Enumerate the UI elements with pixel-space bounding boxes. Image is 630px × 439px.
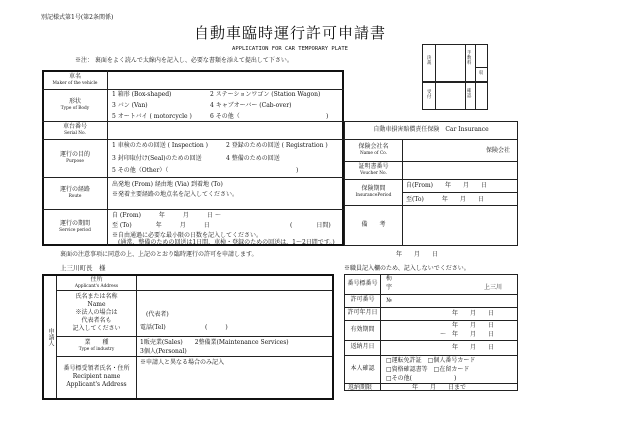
- stamp-label: 確認: [467, 89, 472, 100]
- body-option-3[interactable]: 3 バン (Van): [112, 102, 148, 109]
- applicant-representative[interactable]: (代表者): [146, 311, 169, 318]
- valid-period-to: 〜 年 月 日: [440, 331, 495, 338]
- page-title: 自動車臨時運行許可申請書: [193, 24, 386, 42]
- valid-period-from: 年 月 日: [452, 322, 495, 329]
- body-option-2[interactable]: 2 ステーションワゴン (Station Wagon): [210, 91, 321, 98]
- body-option-6[interactable]: 6 その他（: [210, 113, 240, 120]
- identity-option-3[interactable]: □その他( ): [386, 375, 457, 382]
- vehicle-name-label: 車名 Maker of the vehicle: [52, 73, 98, 87]
- recipient-note: ※申請人と異なる場合のみ記入: [140, 359, 225, 366]
- body-type-label: 形状 Type of Body: [60, 98, 90, 112]
- stamp-box-reception: [422, 82, 488, 110]
- identity-label: 本人確認: [350, 364, 375, 372]
- plate-value-2: 宇: [386, 284, 393, 291]
- route-heading: 出発地 (From) 経由地 (Via) 到着地 (To): [112, 181, 223, 188]
- serial-field[interactable]: [108, 121, 342, 139]
- form-id: 別記様式第1号(第2条関係): [41, 14, 114, 21]
- instruction-note: ※注： 裏面をよく読んで太線内を記入し、必要な書類を添えて提出して下さい。: [75, 57, 293, 64]
- purpose-label: 運行の目的 Purpose: [59, 151, 90, 165]
- insurance-period-label: 保険期間 InsurancePeriod: [355, 185, 392, 199]
- office-note: ※職員記入欄のため、記入しないでください。: [344, 265, 470, 272]
- insurance-company-label: 保険会社名 Name of Co.: [358, 143, 389, 157]
- serial-label: 車台番号 Serial No.: [62, 123, 87, 137]
- body-option-1[interactable]: 1 箱形 (Box-shaped): [112, 91, 172, 98]
- period-label: 運行の期間 Service period: [59, 220, 91, 234]
- plate-label: 番号標番号: [347, 279, 378, 287]
- route-label: 運行の経路 Route: [59, 186, 90, 200]
- remarks-label: 備 考: [361, 221, 386, 229]
- purpose-option-5[interactable]: 5 その他（Other）（: [112, 167, 169, 174]
- return-date-value: 年 月 日: [452, 344, 495, 351]
- period-to[interactable]: 至 (To) 年 月 日: [112, 222, 210, 229]
- applicant-tel-field[interactable]: ( ): [205, 324, 228, 331]
- vehicle-name-field[interactable]: [108, 71, 342, 89]
- stamp-label: 収: [479, 71, 484, 76]
- deadline-value: 年 月 日まで: [412, 384, 467, 391]
- applicant-tel-label: 電話(Tel): [140, 324, 166, 331]
- stamp-box-approval: [422, 44, 488, 82]
- period-note-2: (通常、整備のための回送は1日間、車検・登録のための回送は、1〜2日間です。): [118, 239, 335, 246]
- industry-label: 業 種 Type of industry: [78, 339, 115, 353]
- route-note: ※発着主要経路の地点名を記入してください。: [112, 191, 239, 198]
- declaration-text: 裏面の注意事項に同意の上、上記のとおり臨時運行の許可を申請します。: [60, 251, 258, 258]
- applicant-address-label: 住所 Applicant's Address: [74, 276, 119, 290]
- permit-date-label: 許可年月日: [347, 309, 378, 317]
- recipient-label: 番号標受領者氏名・住所 Recipient name Applicant's Address: [63, 364, 130, 389]
- industry-option-1-2[interactable]: 1販売業(Sales) 2整備業(Maintenance Services): [140, 339, 289, 346]
- stamp-label: 受付: [427, 90, 432, 100]
- insurance-period-from[interactable]: 自(From) 年 月 日: [406, 182, 488, 189]
- purpose-option-5-close: ): [296, 167, 299, 174]
- insurance-company-suffix: 保険会社: [486, 147, 511, 154]
- applicant-name-label: 氏名または名称 Name ※法人の場合は 代表者名も 記入してください: [72, 292, 121, 333]
- period-note-1: ※自由通過に必要な最小限の日数を記入してください。: [112, 232, 263, 239]
- period-from[interactable]: 自 (From) 年 月 日 〜: [112, 212, 221, 219]
- purpose-option-1[interactable]: 1 車検のための回送 ( Inspection ): [112, 142, 209, 149]
- addressee: 上三川町長 様: [60, 264, 106, 272]
- plate-value-3: 上三川: [484, 284, 503, 291]
- stamp-label: 手数料: [467, 51, 472, 67]
- valid-period-label: 有効期間: [350, 325, 375, 333]
- body-option-6-close: ): [326, 113, 329, 120]
- voucher-label: 証明書番号 Voucher No.: [358, 163, 389, 177]
- industry-option-3[interactable]: 3個人(Personal): [140, 348, 187, 355]
- body-option-5[interactable]: 5 オートバイ ( motorcycle ): [112, 113, 192, 120]
- body-option-4[interactable]: 4 キャブオーバー (Cab-over): [210, 102, 292, 109]
- purpose-option-3[interactable]: 3 封印取付け(Seal)のための回送: [112, 155, 202, 162]
- insurance-header: 自動車損害賠償責任保険 Car Insurance: [373, 126, 489, 133]
- identity-option-2[interactable]: □資格確認書等 □在留カード: [386, 366, 470, 373]
- applicant-side-label: 申請人: [47, 328, 55, 346]
- page-subtitle: APPLICATION FOR CAR TEMPORARY PLATE: [232, 46, 348, 52]
- declaration-date[interactable]: 年 月 日: [396, 251, 439, 258]
- purpose-option-2[interactable]: 2 登録のための回送 ( Registration ): [226, 142, 328, 149]
- insurance-period-to[interactable]: 至(To) 年 月 日: [406, 196, 484, 203]
- period-days[interactable]: ( 日間): [290, 222, 331, 229]
- permit-value: №: [386, 297, 392, 304]
- stamp-label: 決裁: [427, 56, 432, 66]
- deadline-label: 返納期限: [348, 384, 373, 391]
- identity-option-1[interactable]: □運転免許証 □個人番号カード: [386, 357, 476, 364]
- permit-label: 許可番号: [350, 296, 375, 304]
- plate-value-1: 栃: [386, 275, 393, 282]
- permit-date-value: 年 月 日: [452, 310, 495, 317]
- purpose-option-4[interactable]: 4 整備のための回送: [226, 155, 280, 162]
- return-date-label: 返納月日: [350, 343, 375, 351]
